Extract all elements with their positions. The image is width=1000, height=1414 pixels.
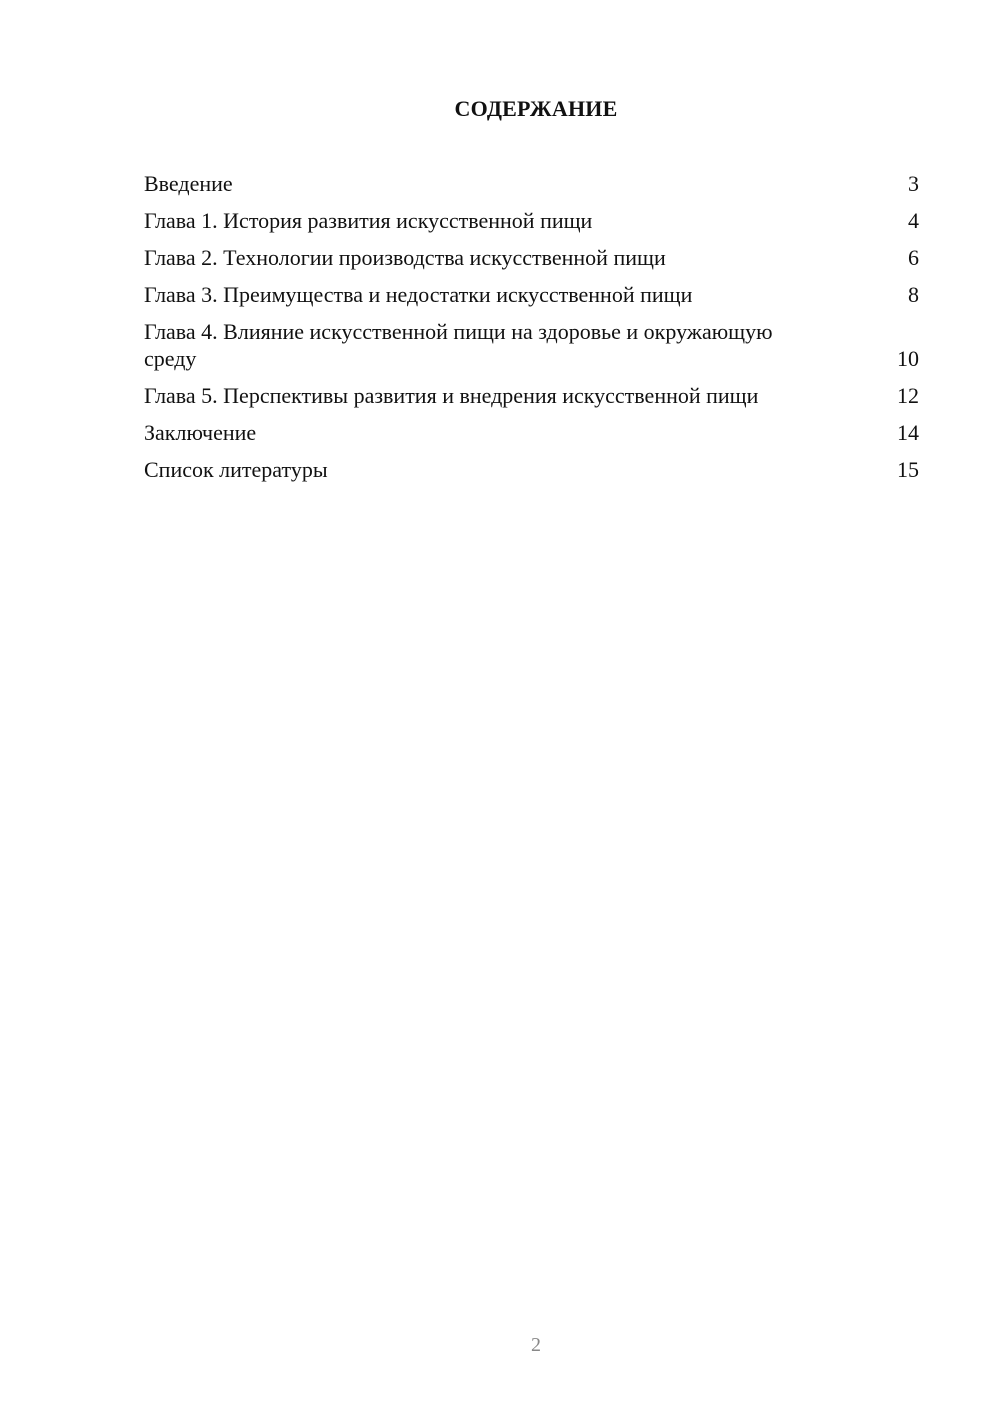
toc-item-page: 12	[897, 383, 919, 408]
toc-item-page: 6	[908, 245, 919, 270]
toc-item-page: 15	[897, 457, 919, 482]
toc-item-label: Глава 4. Влияние искусственной пищи на здоровье и окружающую среду	[144, 319, 773, 371]
page-number: 2	[531, 1334, 541, 1356]
toc-item-chapter-4[interactable]	[144, 318, 919, 372]
toc-item-label: Введение	[144, 171, 233, 196]
toc-item-introduction[interactable]	[144, 170, 919, 197]
toc-item-chapter-5[interactable]	[144, 382, 919, 409]
toc-item-references[interactable]	[144, 456, 919, 483]
toc-item-conclusion[interactable]	[144, 419, 919, 446]
toc-item-chapter-3[interactable]	[144, 281, 919, 308]
toc-item-label: Глава 2. Технологии производства искусственной пищи	[144, 245, 666, 270]
toc-item-page: 3	[908, 171, 919, 196]
toc-item-label: Список литературы	[144, 457, 328, 482]
page-title: СОДЕРЖАНИЕ	[454, 96, 618, 121]
toc-item-page: 14	[897, 420, 919, 445]
toc-item-chapter-1[interactable]	[144, 207, 919, 234]
toc-item-page: 4	[908, 208, 919, 233]
toc-item-label: Глава 5. Перспективы развития и внедрения искусственной пищи	[144, 383, 759, 408]
toc-item-page: 8	[908, 282, 919, 307]
toc-item-label: Глава 1. История развития искусственной пищи	[144, 208, 593, 233]
toc-item-page: 10	[897, 346, 919, 371]
toc-item-label: Заключение	[144, 420, 257, 445]
table-of-contents	[144, 170, 919, 493]
toc-item-chapter-2[interactable]	[144, 244, 919, 271]
toc-item-label: Глава 3. Преимущества и недостатки искусственной пищи	[144, 282, 693, 307]
